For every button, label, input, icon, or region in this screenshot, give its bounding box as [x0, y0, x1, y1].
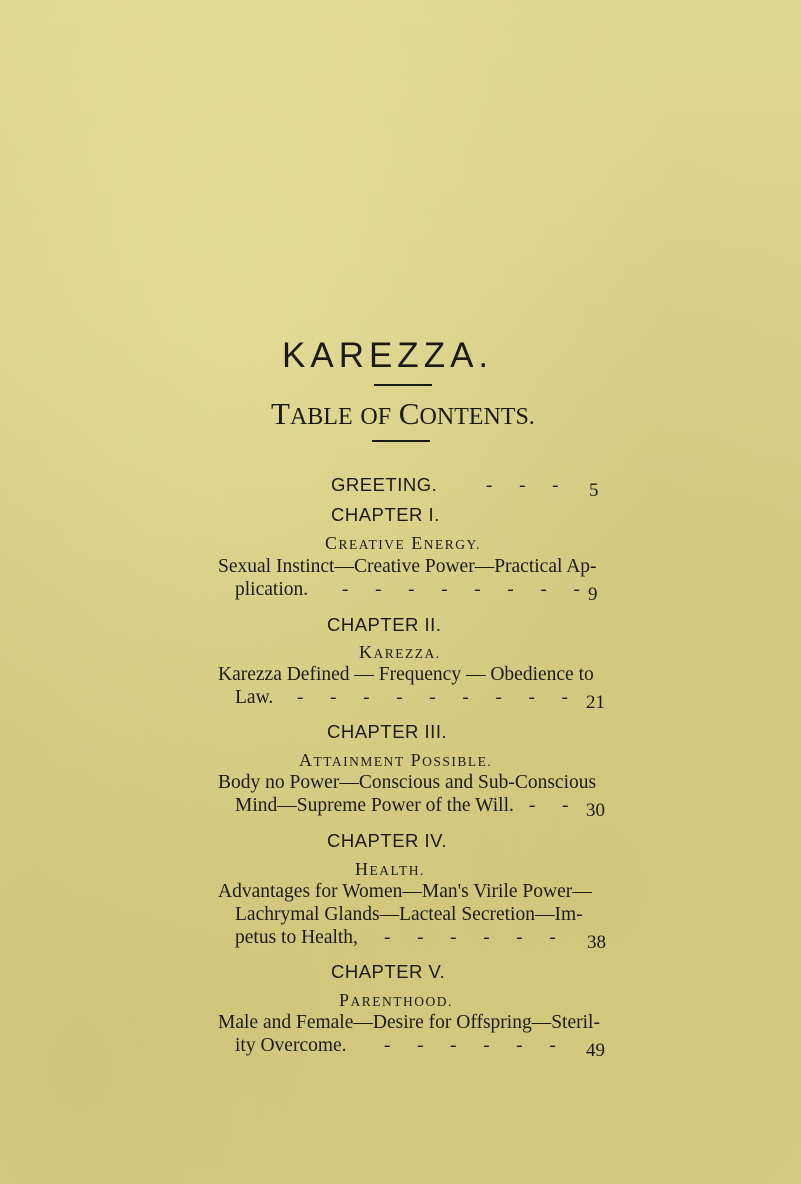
- book-title: KAREZZA.: [282, 336, 494, 375]
- chapter-1-subtitle-cap-2: E: [411, 533, 424, 553]
- chapter-2-dots: - - - - - - - - -: [297, 687, 579, 708]
- toc-heading-cap-1: T: [271, 396, 290, 431]
- chapter-3-subtitle-rest-2: OSSIBLE.: [422, 754, 493, 769]
- toc-heading: [271, 398, 535, 429]
- chapter-1-subtitle-rest-2: NERGY.: [423, 537, 481, 552]
- greeting-dots: - - -: [486, 475, 570, 496]
- chapter-3-subtitle: [299, 751, 492, 769]
- chapter-3-subtitle-cap-2: P: [410, 750, 423, 770]
- chapter-5-subtitle: [339, 991, 453, 1009]
- title-rule: [374, 384, 432, 386]
- chapter-1-subtitle-rest-1: REATIVE: [338, 537, 406, 552]
- chapter-4-description-line-1: Advantages for Women—Man's Virile Power—: [218, 881, 592, 902]
- chapter-3-heading: CHAPTER III.: [327, 721, 448, 742]
- chapter-4-description-line-2: Lachrymal Glands—Lacteal Secretion—Im-: [235, 904, 583, 925]
- chapter-4-page-number: 38: [587, 932, 606, 953]
- chapter-2-description-line-2: Law.: [235, 687, 274, 708]
- chapter-1-description-line-2: plication.: [235, 579, 309, 600]
- chapter-1-description-line-1: Sexual Instinct—Creative Power—Practical Ap-: [218, 556, 597, 577]
- chapter-4-dots: - - - - - -: [384, 927, 567, 948]
- chapter-3-description-line-1: Body no Power—Conscious and Sub-Conscious: [218, 772, 597, 793]
- chapter-3-dots: - -: [529, 795, 580, 816]
- chapter-2-subtitle-rest-1: AREZZA.: [373, 646, 441, 661]
- chapter-2-subtitle-cap-1: K: [359, 642, 374, 662]
- chapter-1-dots: - - - - - - - -: [342, 579, 591, 600]
- chapter-5-description-line-1: Male and Female—Desire for Offspring—Steril-: [218, 1012, 600, 1033]
- chapter-2-heading: CHAPTER II.: [327, 614, 442, 635]
- chapter-5-page-number: 49: [586, 1040, 605, 1061]
- chapter-5-dots: - - - - - -: [384, 1035, 567, 1056]
- chapter-3-page-number: 30: [586, 800, 605, 821]
- toc-heading-cap-2: C: [398, 396, 420, 431]
- chapter-3-subtitle-rest-1: TTAINMENT: [313, 754, 405, 769]
- chapter-2-description-line-1: Karezza Defined — Frequency — Obedience to: [218, 664, 594, 685]
- chapter-5-subtitle-rest-1: ARENTHOOD.: [350, 994, 453, 1009]
- greeting-label: GREETING.: [331, 474, 438, 495]
- chapter-1-subtitle-cap-1: C: [325, 533, 339, 553]
- toc-heading-mid: OF: [360, 404, 392, 430]
- chapter-5-subtitle-cap-1: P: [339, 990, 351, 1010]
- chapter-4-subtitle-cap-1: H: [355, 859, 370, 879]
- chapter-1-subtitle: [325, 534, 481, 552]
- chapter-3-description-line-2: Mind—Supreme Power of the Will.: [235, 795, 514, 816]
- chapter-4-description-line-3: petus to Health,: [235, 927, 358, 948]
- chapter-3-subtitle-cap-1: A: [299, 750, 314, 770]
- chapter-1-page-number: 9: [588, 584, 598, 605]
- chapter-4-subtitle: [355, 860, 425, 878]
- chapter-1-heading: CHAPTER I.: [331, 504, 440, 525]
- toc-heading-rest-1: ABLE: [289, 404, 353, 430]
- chapter-4-subtitle-rest-1: EALTH.: [369, 863, 425, 878]
- chapter-2-page-number: 21: [586, 692, 605, 713]
- chapter-5-heading: CHAPTER V.: [331, 961, 446, 982]
- greeting-page-number: 5: [589, 480, 599, 501]
- toc-heading-rest-2: ONTENTS.: [419, 404, 535, 430]
- chapter-2-subtitle: [359, 643, 441, 661]
- chapter-4-heading: CHAPTER IV.: [327, 830, 447, 851]
- heading-rule: [372, 440, 430, 442]
- chapter-5-description-line-2: ity Overcome.: [235, 1035, 347, 1056]
